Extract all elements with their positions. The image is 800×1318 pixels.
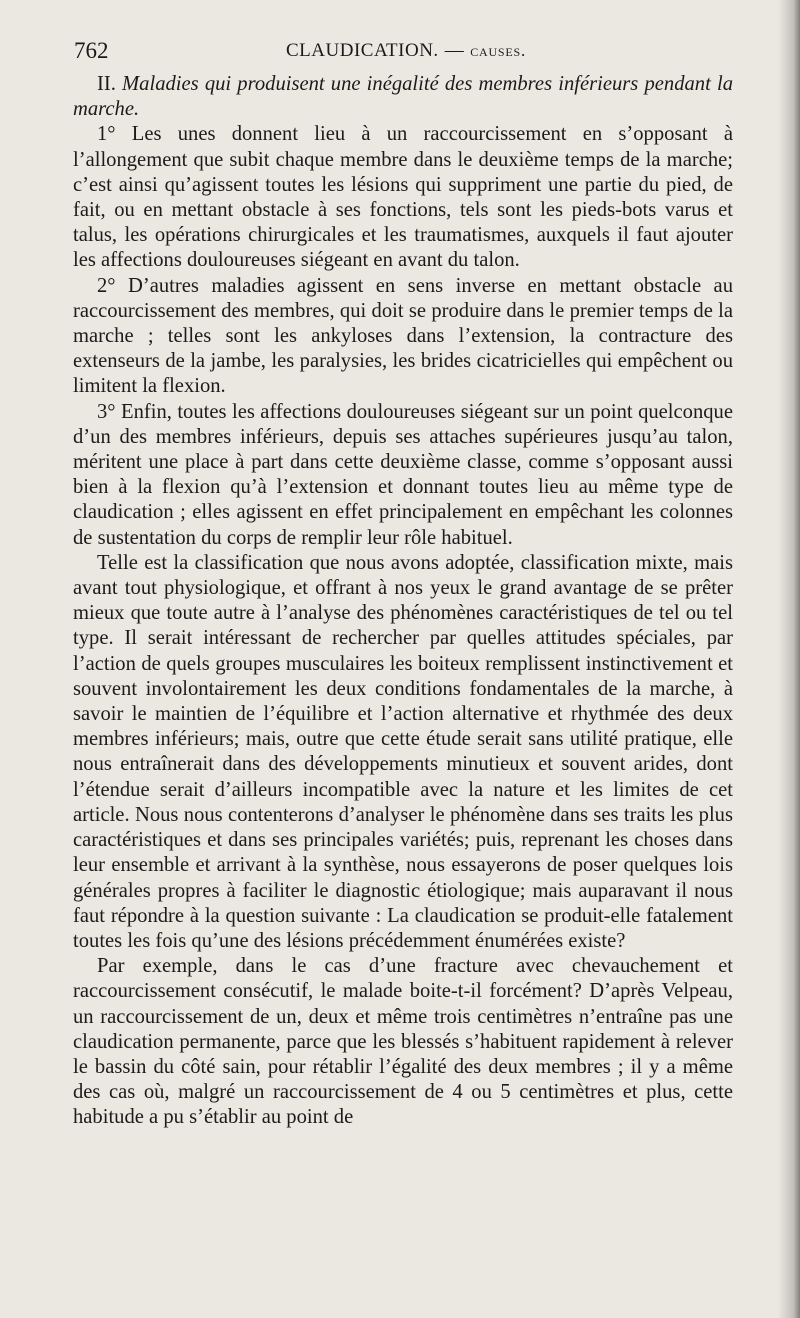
section-heading xyxy=(73,72,733,122)
running-title-main: CLAUDICATION. xyxy=(286,40,439,61)
running-title-subtitle: causes. xyxy=(470,41,527,60)
page-header xyxy=(74,38,734,72)
paragraph-2: 2° D’autres maladies agissent en sens inverse en mettant obstacle au raccourcissement des membres, qui doit se produire dans le premier temps de la marche ; telles sont les ankyloses dans l’extension, la contracture des extenseurs de la jambe, les paralysies, les brides cicatricielles qui empêchent ou limitent la flexion. xyxy=(73,274,733,398)
running-title-dash: — xyxy=(444,40,465,61)
paragraph-5: Par exemple, dans le cas d’une fracture avec chevauchement et raccourcissement consécutif, le malade boite-t-il forcément? D’après Velpeau, un raccourcissement de un, deux et même trois centimètres n’entraîne pas une claudication permanente, parce que les blessés s’habituent rapidement à relever le bassin du côté sain, pour rétablir l’égalité des deux membres ; il y a même des cas où, malgré un raccourcissement de 4 ou 5 centimètres et plus, cette habitude a pu s’établir au point de xyxy=(73,955,733,1129)
page-number: 762 xyxy=(74,38,109,63)
paragraph-4: Telle est la classification que nous avons adoptée, classification mixte, mais avant tout physiologique, et offrant à nos yeux le grand avantage de se prêter mieux que toute autre à l’analyse des phénomènes caractéristiques de tel ou tel type. Il serait intéressant de rechercher par quelles attitudes spéciales, par l’action de quels groupes musculaires les boiteux remplissent instinctivement et souvent involontairement les deux conditions fondamentales de la marche, à savoir le maintien de l’équilibre et l’action alternative et rhythmée des deux membres inférieurs; mais, outre que cette étude serait sans utilité pratique, elle nous entraînerait dans des développements minutieux et souvent arides, dont l’étendue serait d’ailleurs incompatible avec la nature et les limites de cet article. Nous nous contenterons d’analyser le phénomène dans ses traits les plus caractéristiques et dans ses principales variétés; puis, reprenant les choses dans leur ensemble et arrivant à la synthèse, nous essayerons de poser quelques lois générales propres à faciliter le diagnostic étiologique; mais auparavant il nous faut répondre à la question suivante : La claudication se produit-elle fatalement toutes les fois qu’une des lésions précédemment énumérées existe? xyxy=(73,551,733,952)
paragraph-1: 1° Les unes donnent lieu à un raccourcissement en s’opposant à l’allongement que subit chaque membre dans le deuxième temps de la marche; c’est ainsi qu’agissent toutes les lésions qui suppriment une partie du pied, de fait, ou en mettant obstacle à ses fonctions, tels sont les pieds-bots varus et talus, les opérations chirurgicales et les traumatismes, auxquels il faut ajouter les affections douloureuses siégeant en avant du talon. xyxy=(73,123,733,272)
body-text xyxy=(73,72,733,1131)
paragraph-3: 3° Enfin, toutes les affections douloureuses siégeant sur un point quelconque d’un des membres inférieurs, depuis ses attaches supérieures jusqu’au talon, méritent une place à part dans cette deuxième classe, comme s’opposant aussi bien à la flexion qu’à l’extension et donnant toutes lieu au même type de claudication ; elles agissent en effet principalement en empêchant les colonnes de sustentation du corps de remplir leur rôle habituel. xyxy=(73,400,733,549)
page-edge-shadow xyxy=(778,0,800,1318)
running-title xyxy=(286,40,526,62)
section-heading-numeral: II. xyxy=(97,73,116,95)
section-heading-title: Maladies qui produisent une inégalité des membres inférieurs pendant la marche. xyxy=(73,73,733,121)
